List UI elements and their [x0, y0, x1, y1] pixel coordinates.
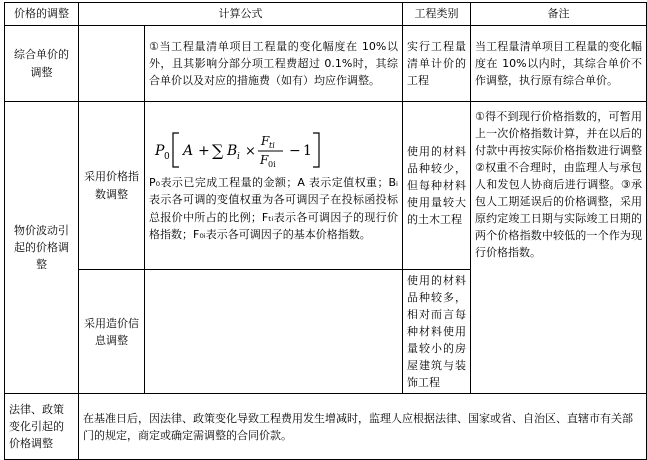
sublabel-info-method: 采用造价信息调整	[79, 270, 145, 394]
empty-cell	[145, 270, 403, 394]
formula-f0: F	[260, 153, 269, 168]
table-row	[5, 26, 647, 102]
price-adjustment-table	[4, 2, 647, 460]
header-remarks: 备注	[471, 3, 647, 26]
unit-price-note: 当工程量清单项目工程量的变化幅度在 10%以内时，其综合单价不作调整，执行原有综合单价。	[471, 26, 647, 102]
index-method-formula-cell	[145, 102, 403, 270]
unit-price-category: 实行工程量清单计价的工程	[403, 26, 471, 102]
formula-ft: F	[261, 134, 270, 149]
unit-price-formula-text: ①当工程量清单项目工程量的变化幅度在 10%以外，且其影响分部分项工程费超过 0.1%时，其综合单价以及对应的措施费（如有）均应作调整。	[145, 26, 403, 102]
formula-minus: −	[289, 143, 301, 160]
formula-ft-sub: ti	[269, 141, 275, 151]
formula-plus: +	[198, 143, 210, 160]
formula-b: B	[227, 143, 238, 160]
formula-explanation: P₀表示已完成工程量的金额；A 表示定值权重；Bᵢ表示各可调的变值权重为各可调因子在投标函投标总报价中所占的比例；Fₜᵢ表示各可调因子的现行价格指数；F₀ᵢ表示各可调因子的基本价格指数。	[149, 176, 398, 241]
header-formula: 计算公式	[79, 3, 403, 26]
empty-cell	[79, 26, 145, 102]
formula-b-sub: i	[237, 152, 240, 163]
formula-one: 1	[303, 143, 312, 160]
header-row	[5, 3, 647, 26]
header-adjustment-type: 价格的调整	[5, 3, 79, 26]
index-method-note: ①得不到现行价格指数的，可暂用上一次价格指数计算，并在以后的付款中再按实际价格指数进行调整②权重不合理时，由监理人与承包人和发包人协商后进行调整。③承包人工期延误后的价格调整，采用原约定竣工日期与实际竣工日期的两个价格指数中较低的一个作为现行价格指数。	[471, 102, 647, 394]
formula-right-bracket	[313, 133, 319, 167]
formula-sum: ∑	[212, 141, 224, 161]
price-index-formula	[153, 130, 403, 170]
table-row	[5, 102, 647, 270]
table-row	[5, 394, 647, 460]
formula-f0-sub: 0i	[268, 160, 276, 170]
row-label-unit-price: 综合单价的调整	[5, 26, 79, 102]
formula-p0-sub: 0	[164, 152, 170, 163]
header-project-category: 工程类别	[403, 3, 471, 26]
info-method-category: 使用的材料品种较多，相对而言每种材料使用量较小的房屋建筑与装饰工程	[403, 270, 471, 394]
sublabel-index-method: 采用价格指数调整	[79, 102, 145, 270]
row-label-price-fluctuation: 物价波动引起的价格调整	[5, 102, 79, 394]
index-method-category: 使用的材料品种较少，但每种材料使用量较大的土木工程	[403, 102, 471, 270]
formula-left-bracket	[173, 133, 179, 167]
row-label-law-change: 法律、政策变化引起的价格调整	[5, 394, 79, 460]
formula-a: A	[183, 143, 194, 160]
formula-p0: P	[155, 143, 165, 160]
law-change-text: 在基准日后，因法律、政策变化导致工程费用发生增减时，监理人应根据法律、国家或省、自治区、直辖市有关部门的规定，商定或确定需调整的合同价款。	[79, 394, 647, 460]
formula-times: ×	[245, 144, 256, 160]
